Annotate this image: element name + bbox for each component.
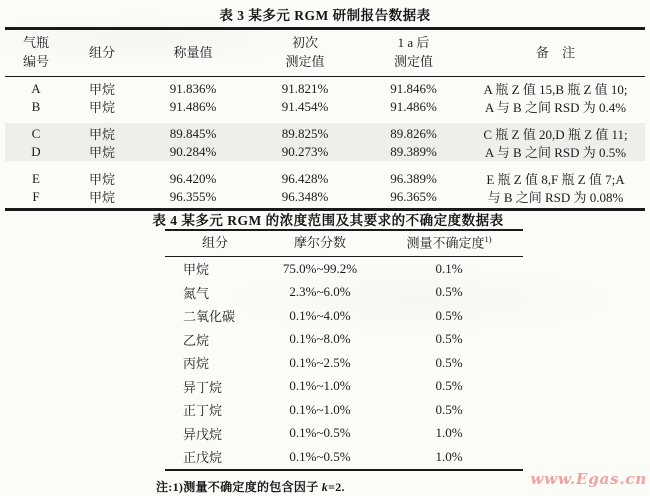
cell-component: 丙烷: [183, 356, 210, 372]
cell-uncertainty: 0.5%: [435, 401, 463, 417]
cylinder-group-cd: [5, 123, 645, 161]
cell-mole-fraction: 0.1%~8.0%: [289, 331, 351, 347]
cell-after-value: 89.389%: [390, 143, 437, 159]
header-initial-line2: 测定值: [285, 54, 325, 69]
header-after-line2: 测定值: [393, 54, 433, 69]
table-row: [165, 445, 523, 469]
footnote-text: 注:1)测量不确定度的包含因子: [156, 480, 322, 494]
cell-component: 二氧化碳: [183, 309, 236, 325]
cell-component: 甲烷: [88, 145, 115, 160]
watermark: www.Egas.cn: [530, 470, 647, 488]
header-weighed-value: 称量值: [173, 44, 213, 60]
table-row: [165, 281, 523, 305]
cell-weighed-value: 90.284%: [169, 143, 217, 159]
cell-after-value: 96.389%: [390, 170, 437, 186]
table4-body: [165, 257, 523, 469]
cell-uncertainty: 0.5%: [435, 354, 463, 370]
table3-header-row: [5, 30, 645, 77]
cell-remark: A 瓶 Z 值 15,B 瓶 Z 值 10;: [483, 82, 628, 97]
header-component: 组分: [201, 235, 228, 251]
cell-initial-value: 91.821%: [281, 80, 329, 96]
table-row: [5, 142, 645, 160]
cylinder-group-ab: [5, 78, 645, 116]
cell-cylinder-id: C: [31, 125, 41, 141]
table-row: [165, 351, 523, 375]
cell-weighed-value: 91.836%: [169, 80, 217, 96]
cell-mole-fraction: 0.1%~1.0%: [289, 401, 351, 417]
table3-title: 表 3 某多元 RGM 研制报告数据表: [219, 8, 431, 23]
cell-cylinder-id: B: [31, 98, 41, 114]
header-remark: 备 注: [535, 44, 575, 60]
table-row: [5, 79, 645, 97]
table-row: [165, 422, 523, 446]
header-initial-line1: 初次: [291, 35, 318, 51]
cell-component: 乙烷: [183, 332, 210, 348]
header-cylinder-id: [5, 34, 67, 72]
cylinder-group-ef: [5, 168, 645, 206]
header-uncertainty-label: 测量不确定度: [406, 235, 485, 251]
cell-weighed-value: 91.486%: [169, 98, 217, 114]
cell-mole-fraction: 75.0%~99.2%: [282, 260, 358, 276]
footnote-k-symbol: k: [321, 480, 329, 494]
cell-component: 甲烷: [88, 190, 115, 205]
header-after-1a-measured: [361, 34, 466, 72]
table-row: [5, 187, 645, 205]
header-after-line1: 1 a 后: [397, 35, 430, 51]
table-row: [165, 304, 523, 328]
table-row: [5, 169, 645, 187]
cell-weighed-value: 89.845%: [169, 125, 217, 141]
footnote-value: =2.: [328, 480, 345, 494]
table-row: [5, 124, 645, 142]
cell-initial-value: 90.273%: [281, 143, 329, 159]
cell-cylinder-id: F: [32, 188, 40, 204]
cell-mole-fraction: 0.1%~4.0%: [289, 307, 351, 323]
header-component: 组分: [88, 44, 115, 60]
table4-footnote: [156, 478, 345, 495]
cell-cylinder-id: A: [31, 80, 41, 96]
cell-mole-fraction: 0.1%~0.5%: [289, 425, 351, 441]
cell-component: 正戊烷: [183, 450, 223, 466]
header-cylinder-line1: 气瓶: [22, 35, 49, 51]
cell-weighed-value: 96.355%: [169, 188, 217, 204]
cell-remark: E 瓶 Z 值 8,F 瓶 Z 值 7;A: [486, 172, 625, 187]
cell-component: 异丁烷: [183, 379, 223, 395]
cell-mole-fraction: 2.3%~6.0%: [289, 284, 351, 300]
table4: [165, 229, 523, 471]
cell-after-value: 91.846%: [390, 80, 437, 96]
cell-uncertainty: 0.5%: [435, 284, 463, 300]
cell-mole-fraction: 0.1%~2.5%: [289, 354, 351, 370]
table3-body: [5, 77, 645, 208]
table-row: [5, 97, 645, 115]
table-row: [165, 257, 523, 281]
cell-cylinder-id: E: [32, 170, 40, 186]
cell-component: 甲烷: [183, 262, 210, 278]
table-row: [165, 328, 523, 352]
cell-mole-fraction: 0.1%~1.0%: [289, 378, 351, 394]
table4-header-row: [165, 231, 523, 257]
cell-uncertainty: 0.1%: [435, 260, 463, 276]
cell-initial-value: 96.428%: [281, 170, 329, 186]
cell-uncertainty: 0.5%: [435, 378, 463, 394]
table3: [5, 27, 645, 211]
cell-initial-value: 96.348%: [281, 188, 329, 204]
header-cylinder-line2: 编号: [22, 54, 49, 69]
cell-component: 甲烷: [88, 100, 115, 115]
cell-after-value: 89.826%: [390, 125, 437, 141]
cell-remark: C 瓶 Z 值 20,D 瓶 Z 值 11;: [483, 127, 628, 142]
cell-component: 甲烷: [88, 127, 115, 142]
cell-mole-fraction: 0.1%~0.5%: [289, 448, 351, 464]
header-initial-measured: [249, 34, 361, 72]
cell-cylinder-id: D: [31, 143, 41, 159]
cell-initial-value: 89.825%: [281, 125, 329, 141]
cell-component: 甲烷: [88, 82, 115, 97]
header-measurement-uncertainty: [375, 233, 523, 253]
table4-title: 表 4 某多元 RGM 的浓度范围及其要求的不确定度数据表: [152, 213, 504, 228]
header-mole-fraction: 摩尔分数: [293, 235, 346, 251]
cell-component: 正丁烷: [183, 403, 223, 419]
table3-section: [5, 4, 645, 211]
cell-uncertainty: 0.5%: [435, 307, 463, 323]
cell-component: 甲烷: [88, 172, 115, 187]
cell-remark: A 与 B 之间 RSD 为 0.5%: [484, 145, 627, 160]
cell-weighed-value: 96.420%: [169, 170, 217, 186]
cell-uncertainty: 1.0%: [435, 448, 463, 464]
cell-remark: A 与 B 之间 RSD 为 0.4%: [484, 100, 627, 115]
table-row: [165, 398, 523, 422]
cell-component: 异戊烷: [183, 426, 223, 442]
cell-after-value: 96.365%: [390, 188, 437, 204]
cell-component: 氮气: [183, 285, 210, 301]
cell-after-value: 91.486%: [390, 98, 437, 114]
cell-remark: 与 B 之间 RSD 为 0.08%: [487, 190, 624, 205]
cell-uncertainty: 1.0%: [435, 425, 463, 441]
cell-initial-value: 91.454%: [281, 98, 329, 114]
cell-uncertainty: 0.5%: [435, 331, 463, 347]
table-row: [165, 375, 523, 399]
footnote-marker: 1): [484, 234, 492, 245]
